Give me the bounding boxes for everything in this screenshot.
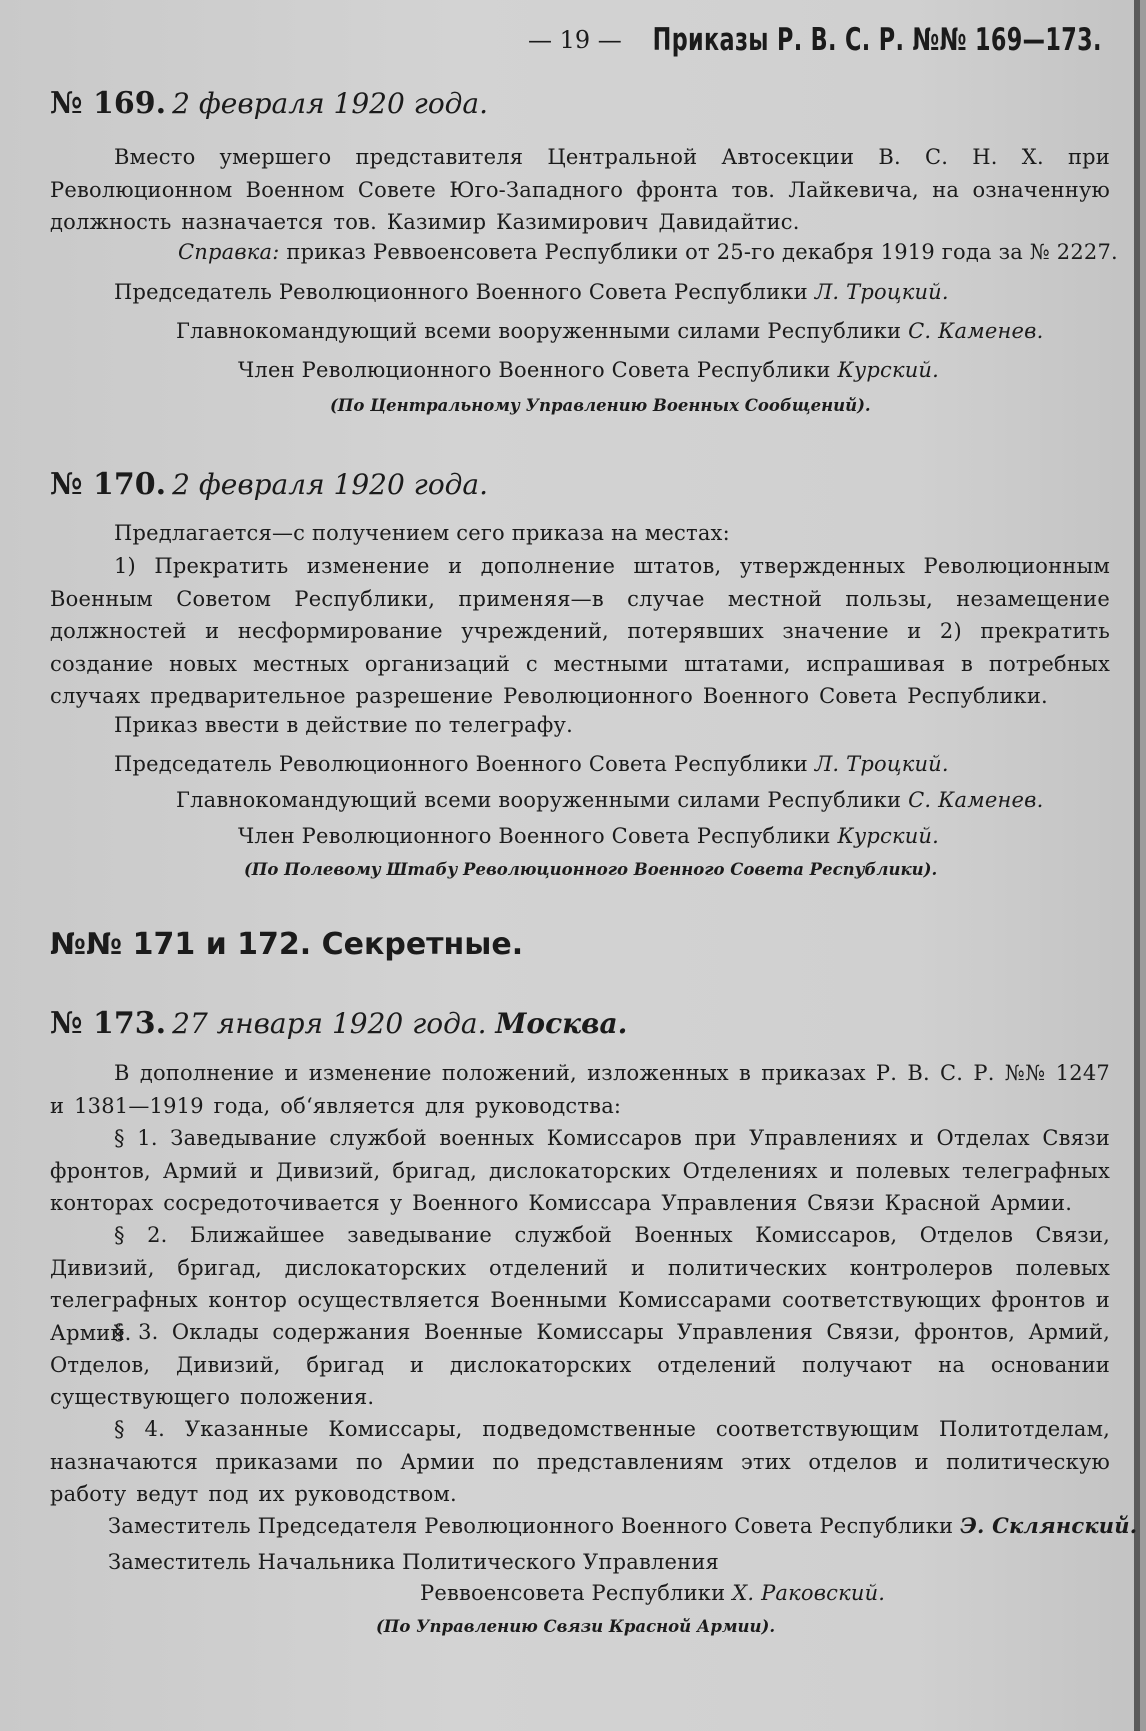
signature-name: Л. Троцкий. xyxy=(814,752,949,776)
order-173-paragraph-2: § 2. Ближайшее заведывание службой Военных Комиссаров, Отделов Связи, Дивизий, бригад, дислокаторских отделений и политических контролеров полевых телеграфных контор осуществляется Военными Комиссарами соответствующих фронтов и Армий. xyxy=(50,1223,1110,1345)
order-170-signature-2 xyxy=(176,788,1043,812)
page-edge xyxy=(1134,0,1140,1731)
signature-title: Член Революционного Военного Совета Республики xyxy=(238,358,838,382)
signature-name: Курский. xyxy=(837,824,940,848)
order-173-intro: В дополнение и изменение положений, изложенных в приказах Р. В. С. Р. №№ 1247 и 1381—1919 года, об‘является для руководства: xyxy=(50,1061,1110,1118)
order-169-text: Вместо умершего представителя Центральной Автосекции В. С. Н. Х. при Революционном Военном Совете Юго-Западного фронта тов. Лайкевича, на означенную должность назначается тов. Казимир Казимирович Давидайтис. xyxy=(50,145,1110,234)
order-170-signature-3 xyxy=(238,824,939,848)
order-169-reference-text: приказ Реввоенсовета Республики от 25-го декабря 1919 года за № 2227. xyxy=(279,240,1118,264)
signature-title: Заместитель Председателя Революционного Военного Совета Республики xyxy=(108,1514,961,1538)
order-170-date: 2 февраля 1920 года. xyxy=(172,468,489,501)
signature-title: Председатель Революционного Военного Совета Республики xyxy=(114,280,815,304)
signature-title: Главнокомандующий всеми вооруженными силами Республики xyxy=(176,788,909,812)
order-169-number: № 169. xyxy=(50,86,167,121)
order-170-body: 1) Прекратить изменение и дополнение штатов, утвержденных Революционным Военным Советом Республики, применяя—в случае местной пользы, незамещение должностей и несформирование учреждений, потерявших значение и 2) прекратить создание новых местных организаций с местными штатами, испрашивая в потребных случаях предварительное разрешение Революционного Военного Совета Республики. xyxy=(50,554,1110,708)
order-169-source: (По Центральному Управлению Военных Сообщений). xyxy=(330,396,871,415)
order-170-intro: Предлагается—с получением сего приказа на местах: xyxy=(114,521,730,545)
order-169-date: 2 февраля 1920 года. xyxy=(172,87,489,120)
order-173-number: № 173. xyxy=(50,1006,167,1041)
order-173-paragraph-3: § 3. Оклады содержания Военные Комиссары Управления Связи, фронтов, Армий, Отделов, Дивизий, бригад и дислокаторских отделений получают на основании существующего положения. xyxy=(50,1320,1110,1409)
order-170-signature-1 xyxy=(114,752,949,776)
order-173-signature-2-line-2 xyxy=(420,1581,885,1605)
signature-title: Главнокомандующий всеми вооруженными силами Республики xyxy=(176,319,909,343)
order-169-signature-3 xyxy=(238,358,939,382)
order-173-source: (По Управлению Связи Красной Армии). xyxy=(376,1617,776,1636)
order-170-number: № 170. xyxy=(50,467,167,502)
signature-name: С. Каменев. xyxy=(908,319,1044,343)
order-170-source: (По Полевому Штабу Революционного Военного Совета Республики). xyxy=(244,860,938,879)
order-173-heading xyxy=(50,1006,627,1041)
running-header-title: Приказы Р. В. С. Р. №№ 169—173. xyxy=(652,22,1102,58)
signature-title: Член Революционного Военного Совета Республики xyxy=(238,824,838,848)
signature-name: Курский. xyxy=(837,358,940,382)
signature-name: Э. Склянский. xyxy=(960,1513,1138,1538)
order-169-heading xyxy=(50,86,488,121)
order-173-paragraph-1: § 1. Заведывание службой военных Комиссаров при Управлениях и Отделах Связи фронтов, Армий и Дивизий, бригад, дислокаторских Отделениях и полевых телеграфных конторах сосредоточивается у Военного Комиссара Управления Связи Красной Армии. xyxy=(50,1126,1110,1215)
orders-171-172-heading: №№ 171 и 172. Секретные. xyxy=(50,927,524,962)
order-173-paragraph-4: § 4. Указанные Комиссары, подведомственные соответствующим Политотделам, назначаются приказами по Армии по представлениям этих отделов и политическую работу ведут под их руководством. xyxy=(50,1417,1110,1506)
signature-name: Х. Раковский. xyxy=(732,1581,886,1605)
signature-title: Реввоенсовета Республики xyxy=(420,1581,733,1605)
order-169-reference xyxy=(178,240,1118,264)
order-173-signature-1 xyxy=(108,1513,1137,1538)
order-169-signature-1 xyxy=(114,280,949,304)
order-173-city: Москва. xyxy=(495,1007,628,1040)
order-169-signature-2 xyxy=(176,319,1043,343)
order-173-date: 27 января 1920 года. xyxy=(172,1007,487,1040)
signature-name: С. Каменев. xyxy=(908,788,1044,812)
order-170-heading xyxy=(50,467,488,502)
order-173-signature-2-line-1: Заместитель Начальника Политического Управления xyxy=(108,1550,719,1574)
page-number: — 19 — xyxy=(528,26,622,54)
order-170-telegraph: Приказ ввести в действие по телеграфу. xyxy=(114,713,573,737)
signature-title: Председатель Революционного Военного Совета Республики xyxy=(114,752,815,776)
signature-name: Л. Троцкий. xyxy=(814,280,949,304)
order-169-reference-label: Справка: xyxy=(178,240,280,264)
